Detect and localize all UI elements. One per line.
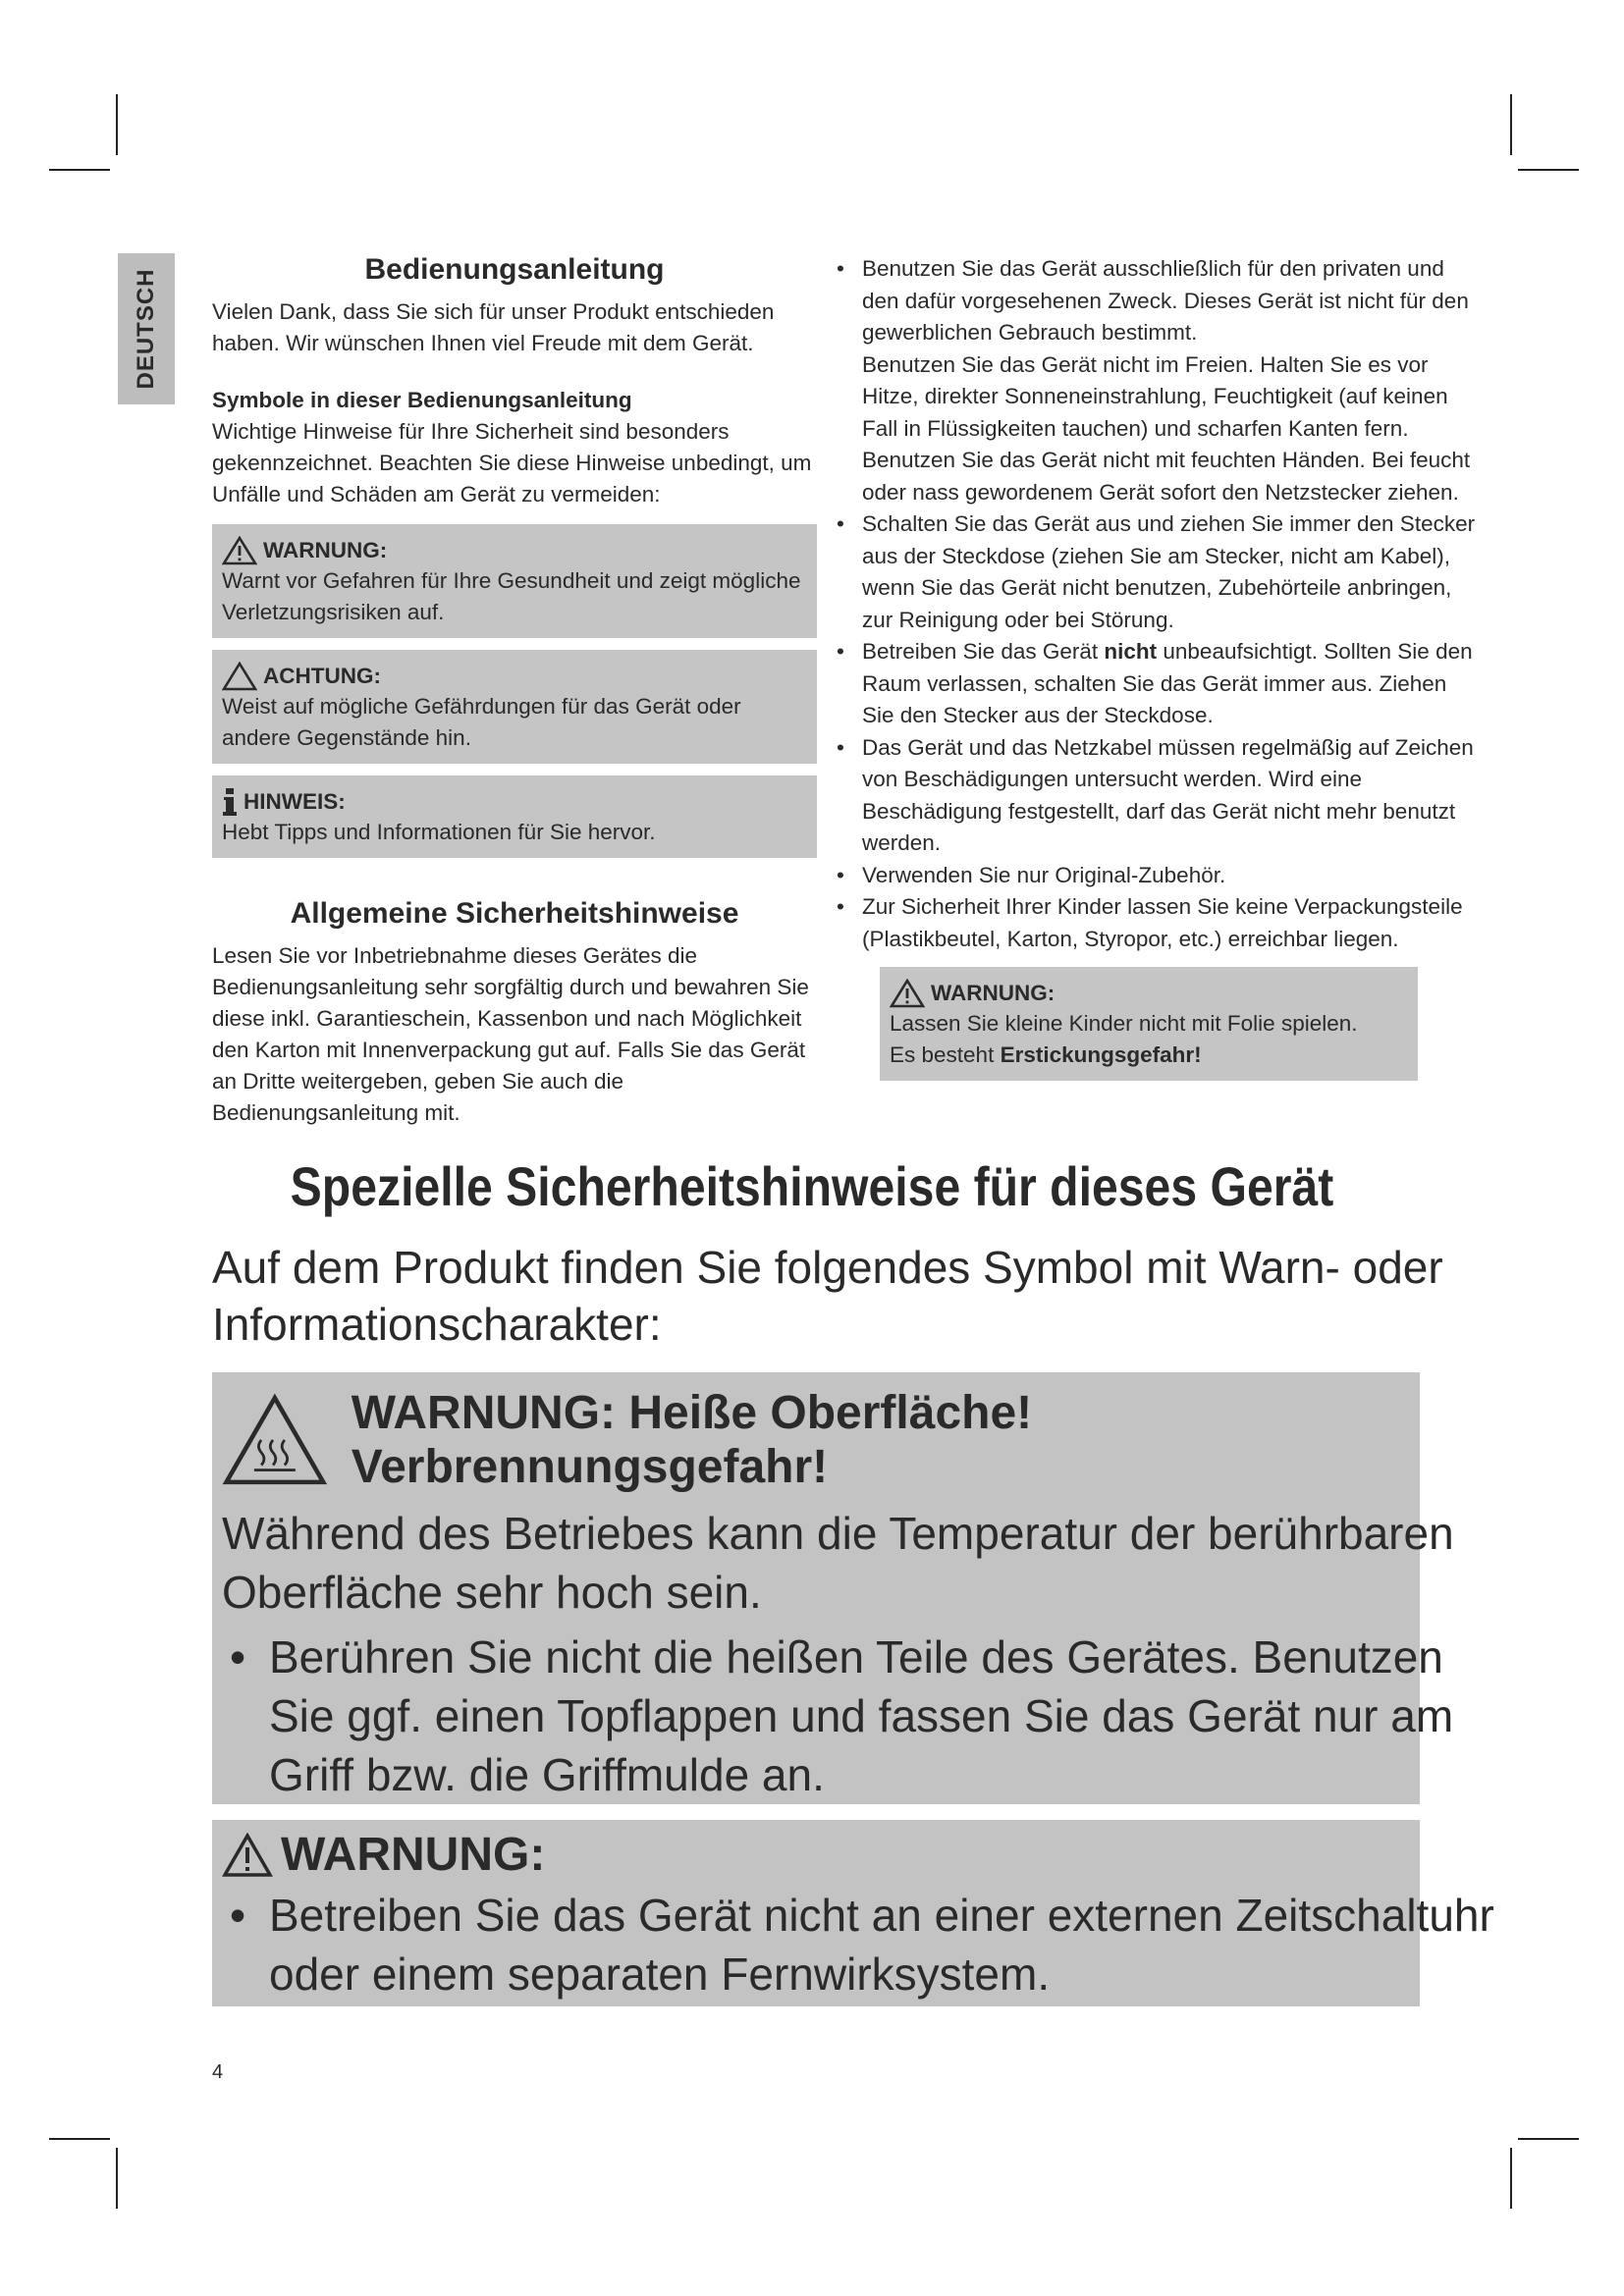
crop-mark (1518, 169, 1579, 171)
crop-mark (1510, 94, 1512, 155)
hot-surface-text: Während des Betriebes kann die Temperatur der berührbaren Oberfläche sehr hoch sein. (222, 1508, 1454, 1618)
list-item-text: Betreiben Sie das Gerät (862, 639, 1105, 664)
list-item (833, 636, 1481, 732)
crop-mark (49, 2138, 110, 2140)
language-label: DEUTSCH (133, 268, 159, 390)
caution-label: ACHTUNG: (263, 664, 381, 688)
manual-title: Bedienungsanleitung (364, 253, 665, 286)
warning-triangle-icon (222, 1833, 273, 1878)
hot-surface-title: WARNUNG: Heiße Oberfläche! Verbrennungsgefahr! (351, 1387, 1033, 1493)
child-warning-box (880, 967, 1418, 1081)
warning-label: WARNUNG: (263, 538, 388, 562)
warning-triangle-icon (890, 979, 925, 1008)
timer-warning-box (212, 1820, 1494, 2006)
general-safety-title: Allgemeine Sicherheitshinweise (290, 897, 739, 930)
list-item (833, 732, 1481, 860)
child-warning-label: WARNUNG: (931, 981, 1056, 1005)
crop-mark (1510, 2148, 1512, 2209)
intro-text: Vielen Dank, dass Sie sich für unser Produkt entschieden haben. Wir wünschen Ihnen viel Freude mit dem Gerät. (212, 299, 775, 355)
symbols-heading: Symbole in dieser Bedienungsanleitung (212, 388, 632, 412)
note-text: Hebt Tipps und Informationen für Sie hervor. (222, 820, 656, 844)
child-warning-line2-text: Es besteht (890, 1042, 1001, 1067)
hot-surface-box (212, 1372, 1454, 1804)
warning-box (212, 524, 817, 638)
crop-mark (1518, 2138, 1579, 2140)
child-warning-line1: Lassen Sie kleine Kinder nicht mit Folie spielen. (890, 1011, 1358, 1036)
child-warning-line2 (890, 1040, 1406, 1071)
list-item (833, 891, 1481, 955)
general-safety-text: Lesen Sie vor Inbetriebnahme dieses Gerätes die Bedienungsanleitung sehr sorgfältig durch und bewahren Sie diese inkl. Garantieschein, Kassenbon und nach Möglichkeit den Karton mit Innenverpackung gut auf. Falls Sie das Gerät an Dritte weitergeben, geben Sie auch die Bedienungsanleitung mit. (212, 943, 809, 1125)
timer-warning-label: WARNUNG: (281, 1829, 546, 1881)
caution-triangle-icon (222, 662, 257, 691)
hot-surface-icon (222, 1389, 328, 1491)
caution-text: Weist auf mögliche Gefährdungen für das Gerät oder andere Gegenstände hin. (222, 694, 741, 750)
hot-surface-list (222, 1628, 1498, 1804)
list-item-text: Zur Sicherheit Ihrer Kinder lassen Sie keine Verpackungsteile (Plastikbeutel, Karton, Styropor, etc.) erreichbar liegen. (862, 894, 1463, 951)
list-item-emphasis: nicht (1104, 639, 1158, 664)
note-label: HINWEIS: (244, 789, 346, 814)
list-item-text: • Benutzen Sie das Gerät ausschließlich für den privaten und den dafür vorgesehenen Zweck. Dieses Gerät ist nicht für den gewerblichen Gebrauch bestimmt. (862, 256, 1469, 345)
list-item (222, 1886, 1498, 2003)
list-item-text: Betreiben Sie das Gerät nicht an einer externen Zeitschaltuhr oder einem separaten Fernwirksystem. (269, 1890, 1494, 2000)
special-intro: Auf dem Produkt finden Sie folgendes Symbol mit Warn- oder Informationscharakter: (212, 1242, 1443, 1350)
crop-mark (49, 169, 110, 171)
safety-list (833, 253, 1481, 955)
list-item-text: Berühren Sie nicht die heißen Teile des Gerätes. Benutzen Sie ggf. einen Topflappen und fassen Sie das Gerät nur am Griff bzw. die Griffmulde an. (269, 1631, 1454, 1800)
list-item-text: Schalten Sie das Gerät aus und ziehen Sie immer den Stecker aus der Steckdose (ziehen Sie am Stecker, nicht am Kabel), wenn Sie das Gerät nicht benutzen, Zubehörteile anbringen, zur Reinigung oder bei Störung. (862, 511, 1476, 632)
warning-triangle-icon (222, 536, 257, 565)
list-item-text: unbeaufsichtigt. Sollten Sie den Raum verlassen, schalten Sie das Gerät immer aus. Ziehen Sie den Stecker aus der Steckdose. (862, 639, 1473, 727)
list-item-text: Das Gerät und das Netzkabel müssen regelmäßig auf Zeichen von Beschädigungen untersucht werden. Wird eine Beschädigung festgestellt, darf das Gerät nicht mehr benutzt werden. (862, 734, 1474, 855)
note-box (212, 775, 817, 858)
list-item-text: Benutzen Sie das Gerät nicht im Freien. Halten Sie es vor Hitze, direkter Sonneneinstrahlung, Feuchtigkeit (auf keinen Fall in Flüssigkeiten tauchen) und scharfen Kanten fern. Benutzen Sie das Gerät nicht mit feuchten Händen. Bei feucht oder nass gewordenem Gerät sofort den Netzstecker ziehen. (862, 351, 1471, 505)
list-item (833, 860, 1481, 892)
right-column (833, 253, 1481, 1081)
crop-mark (116, 2148, 118, 2209)
info-icon (222, 788, 238, 816)
list-item (222, 1628, 1498, 1804)
symbols-text: Wichtige Hinweise für Ihre Sicherheit sind besonders gekennzeichnet. Beachten Sie diese Hinweise unbedingt, um Unfälle und Schäden am Gerät zu vermeiden: (212, 419, 812, 507)
warning-text: Warnt vor Gefahren für Ihre Gesundheit und zeigt mögliche Verletzungsrisiken auf. (222, 568, 801, 624)
child-warning-emphasis: Erstickungsgefahr! (1000, 1042, 1202, 1067)
list-item (833, 253, 1481, 508)
language-tab (118, 253, 175, 404)
caution-box (212, 650, 817, 764)
crop-mark (116, 94, 118, 155)
list-item-text: Verwenden Sie nur Original-Zubehör. (862, 862, 1226, 887)
left-column (212, 253, 817, 1129)
page-number: 4 (212, 2061, 224, 2083)
timer-warning-list (222, 1886, 1498, 2003)
special-safety-title: Spezielle Sicherheitshinweise für dieses Gerät (290, 1155, 1334, 1217)
list-item (833, 508, 1481, 636)
